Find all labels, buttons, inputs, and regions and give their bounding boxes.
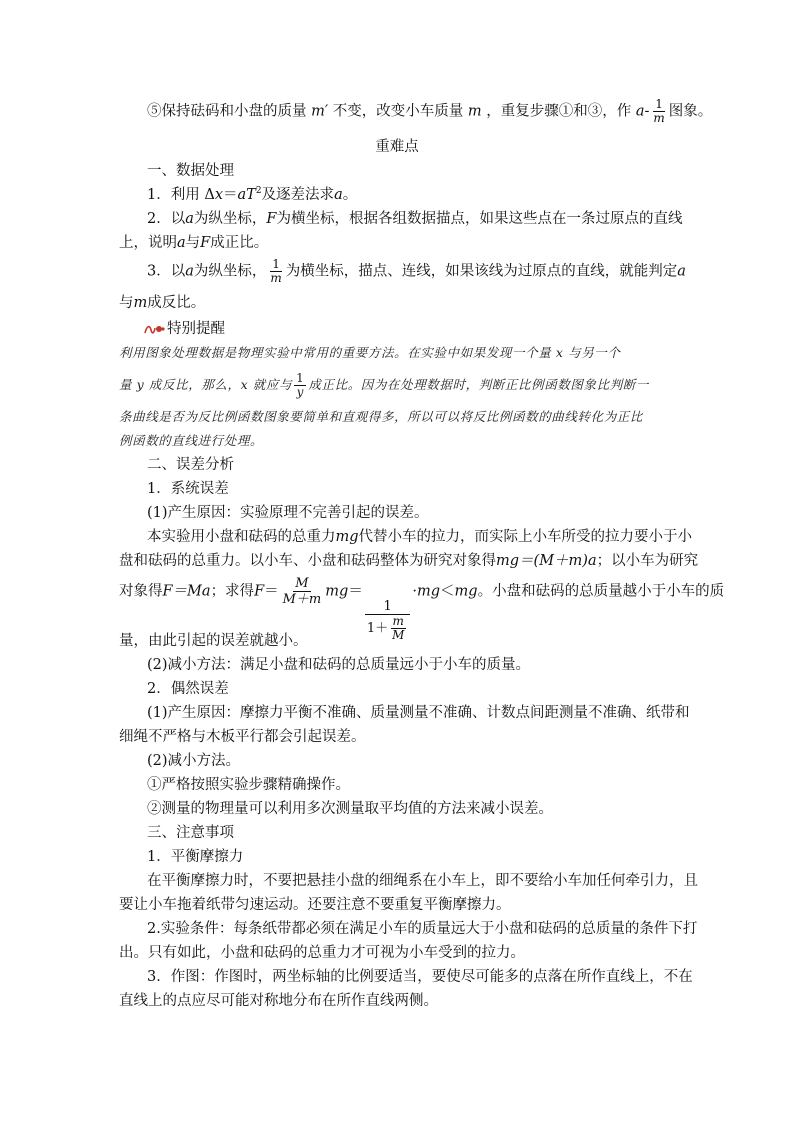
section3-p2-line2: 出。只有如此，小盘和砝码的总重力才可视为小车受到的拉力。 bbox=[119, 945, 525, 961]
text: 3．以 bbox=[147, 263, 186, 280]
text: ＝ bbox=[264, 583, 279, 600]
tip-header bbox=[143, 316, 699, 342]
section-heading-main: 重难点 bbox=[375, 139, 419, 155]
step5-text: ，重复步骤①和③，作 bbox=[486, 103, 632, 120]
section2-title: 二、误差分析 bbox=[147, 457, 234, 473]
section1-item3-line1 bbox=[119, 257, 686, 285]
section3-sub1: 1．平衡摩擦力 bbox=[147, 849, 244, 865]
var-F: F bbox=[254, 583, 265, 600]
section2-para1-line1 bbox=[119, 524, 693, 550]
text: 与 bbox=[119, 295, 134, 311]
var-m: m bbox=[133, 295, 148, 311]
frac-den: y bbox=[296, 385, 304, 399]
section1-item2-line2 bbox=[119, 230, 675, 256]
text: 成正比。 bbox=[210, 235, 269, 251]
var-a: a bbox=[177, 235, 186, 251]
frac-num: 1 bbox=[296, 371, 305, 385]
frac-den: M＋m bbox=[282, 592, 322, 607]
section1-item2-line1 bbox=[119, 206, 683, 232]
text: 与 bbox=[185, 235, 201, 251]
frac-num: 1 bbox=[655, 97, 663, 111]
var-F: F bbox=[266, 211, 277, 227]
section3-p1-line2: 要让小车拖着纸带匀速运动。还要注意不要重复平衡摩擦力。 bbox=[119, 897, 511, 913]
dash: - bbox=[644, 103, 650, 120]
var-F: F bbox=[200, 235, 211, 251]
section3-p2-line1: 2.实验条件：每条纸带都必须在满足小车的质量远大于小盘和砝码的总质量的条件下打 bbox=[147, 921, 698, 937]
fraction-1-over-y bbox=[294, 372, 306, 399]
var-x: x bbox=[214, 187, 223, 203]
text: 盘和砝码的总重力。以小车、小盘和砝码整体为研究对象得 bbox=[119, 553, 496, 569]
text: 2．以 bbox=[147, 211, 186, 227]
text: 1．利用 Δ bbox=[147, 187, 215, 203]
text: ；求得 bbox=[210, 583, 255, 600]
frac-den: M bbox=[392, 627, 405, 642]
text: 代替小车的拉力，而实际上小车所受的拉力要小于小 bbox=[358, 529, 693, 545]
text: 及逐差法求 bbox=[261, 187, 335, 203]
step5-text: ⑤保持砝码和小盘的质量 bbox=[147, 103, 307, 120]
var-mg: mg bbox=[454, 583, 478, 600]
var-mg: mg bbox=[325, 583, 349, 600]
var-a: a bbox=[185, 211, 194, 227]
text: ＝ bbox=[348, 583, 363, 600]
section1-item3-line2 bbox=[119, 290, 675, 316]
frac-num: 1 bbox=[365, 599, 409, 615]
section2-para1-line2 bbox=[119, 548, 699, 574]
superscript: 2 bbox=[255, 186, 262, 197]
section2-para1-line4: 量，由此引起的误差就越小。 bbox=[119, 633, 308, 649]
tip-title: 特别提醒 bbox=[167, 321, 225, 337]
section1-title: 一、数据处理 bbox=[147, 163, 234, 179]
fraction-M-over-Mplusm bbox=[281, 576, 324, 607]
frac-num: m bbox=[392, 613, 404, 628]
var-a: a bbox=[237, 187, 247, 203]
section2-sub1: 1．系统误差 bbox=[147, 481, 229, 497]
equation: mg＝(M＋m)a bbox=[496, 553, 597, 569]
step5-line bbox=[119, 97, 713, 125]
section2-cause2-line2: 细绳不严格与木板平行都会引起误差。 bbox=[119, 729, 366, 745]
var-a: a bbox=[677, 263, 686, 280]
section1-item1 bbox=[119, 182, 675, 208]
var-a: a bbox=[334, 187, 343, 203]
section3-p1-line1: 在平衡摩擦力时，不要把悬挂小盘的细绳系在小车上，即不要给小车加任何牵引力，且 bbox=[147, 873, 698, 889]
equation: F＝Ma bbox=[162, 583, 211, 600]
fraction-1-over-m bbox=[268, 258, 283, 285]
fraction-1-over-m bbox=[651, 98, 666, 125]
frac-num: M bbox=[295, 576, 309, 591]
text: 为纵坐标， bbox=[193, 263, 267, 280]
section3-title: 三、注意事项 bbox=[147, 825, 234, 841]
text: ；以小车为研究 bbox=[596, 553, 699, 569]
tip-icon bbox=[143, 322, 165, 336]
tip-line2 bbox=[119, 372, 675, 399]
text: 上，说明 bbox=[119, 235, 177, 251]
var-mg: ·mg bbox=[412, 583, 441, 600]
text: 为纵坐标， bbox=[193, 211, 267, 227]
tip-line1: 利用图象处理数据是物理实验中常用的重要方法。在实验中如果发现一个量 x 与另一个 bbox=[119, 345, 621, 360]
step5-text: 图象。 bbox=[668, 103, 713, 120]
text: ＜ bbox=[440, 583, 455, 600]
text: 对象得 bbox=[119, 583, 163, 600]
tip-line4: 例函数的直线进行处理。 bbox=[119, 433, 264, 448]
frac-num: 1 bbox=[272, 257, 280, 271]
section2-reduce2-a: ①严格按照实验步骤精确操作。 bbox=[147, 777, 350, 793]
var-m-prime: m′ bbox=[311, 103, 329, 120]
var-T: T bbox=[246, 187, 256, 203]
text: 为横坐标，根据各组数据描点，如果这些点在一条过原点的直线 bbox=[276, 211, 683, 227]
var-mg: mg bbox=[335, 529, 359, 545]
text: 量 y 成反比，那么，x 就应与 bbox=[119, 377, 293, 392]
section2-sub2: 2．偶然误差 bbox=[147, 681, 229, 697]
frac-den: m bbox=[270, 271, 282, 285]
text: 成反比。 bbox=[147, 295, 206, 311]
section2-reduce2: (2)减小方法。 bbox=[147, 753, 241, 769]
frac-den: m bbox=[653, 111, 665, 125]
text: 1＋ bbox=[366, 620, 389, 636]
section3-p3-line2: 直线上的点应尽可能对称地分布在所作直线两侧。 bbox=[119, 993, 438, 1009]
step5-text: 不变，改变小车质量 bbox=[332, 103, 464, 120]
text: 成正比。因为在处理数据时，判断正比例函数图象比判断一 bbox=[308, 377, 649, 392]
var-m: m bbox=[467, 103, 482, 120]
var-a: a bbox=[635, 103, 645, 120]
tip-line3: 条曲线是否为反比例函数图象要简单和直观得多，所以可以将反比例函数的曲线转化为正比 bbox=[119, 409, 644, 424]
section3-p3-line1: 3．作图：作图时，两坐标轴的比例要适当，要使尽可能多的点落在所作直线上，不在 bbox=[147, 969, 693, 985]
text: 为横坐标，描点、连线，如果该线为过原点的直线，就能判定 bbox=[285, 263, 678, 280]
section2-reduce1: (2)减小方法：满足小盘和砝码的总质量远小于小车的质量。 bbox=[147, 657, 531, 673]
text: 。小盘和砝码的总质量越小于小车的质 bbox=[477, 583, 725, 600]
text: 。 bbox=[342, 187, 358, 203]
section2-cause1: (1)产生原因：实验原理不完善引起的误差。 bbox=[147, 505, 429, 521]
section2-cause2-line1: (1)产生原因：摩擦力平衡不准确、质量测量不准确、计数点间距测量不准确、纸带和 bbox=[147, 705, 690, 721]
text: 本实验用小盘和砝码的总重力 bbox=[147, 529, 336, 545]
section2-reduce2-b: ②测量的物理量可以利用多次测量取平均值的方法来减小误差。 bbox=[147, 801, 553, 817]
text: ＝ bbox=[223, 187, 238, 203]
var-a: a bbox=[185, 263, 194, 280]
